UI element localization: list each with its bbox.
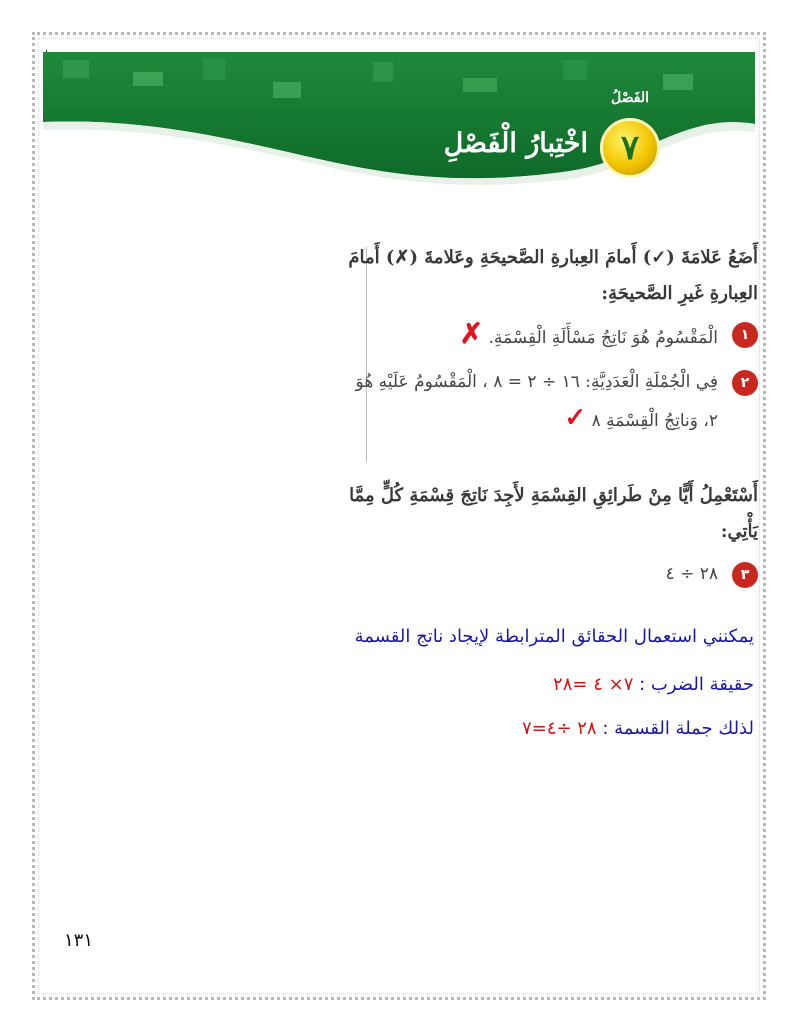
section2-instruction: أَسْتَعْمِلُ أَيًّا مِنْ طَرائِقِ القِسْمَةِ لأَجِدَ نَاتِجَ قِسْمَةِ كُلٍّ مِمَّا يَأْتِي: — [349, 485, 758, 542]
answer-line-3-value: ٢٨ ÷٤=٧ — [522, 718, 597, 739]
answer-line-2-value: ٧× ٤ =٢٨ — [553, 674, 634, 695]
answer-line-1: يمكنني استعمال الحقائق المترابطة لإيجاد ناتج القسمة — [354, 626, 754, 647]
page-number: ١٣١ — [64, 930, 94, 951]
question-3-text: ٢٨ ÷ ٤ — [665, 564, 718, 584]
question-1-mark: ✗ — [459, 317, 484, 350]
question-3 — [338, 556, 758, 592]
chapter-number-badge — [600, 118, 660, 178]
answer-line-2 — [553, 674, 754, 695]
question-2 — [338, 364, 758, 439]
question-2-mark: ✓ — [564, 403, 587, 433]
chapter-title: اخْتِبارُ الْفَصْلِ — [443, 128, 588, 159]
section1-instruction: أَضَعُ عَلامَةَ (✓) أَمامَ العِبارةِ الصَّحيحَةِ وعَلامةَ (✗) أَمامَ العِبارةِ غَيرِ الصَّحيحَةِ: — [348, 247, 758, 304]
answer-line-3-label: لذلك جملة القسمة : — [602, 718, 754, 739]
answer-line-3 — [522, 718, 754, 739]
question-2-number: ٢ — [732, 370, 758, 396]
question-1 — [338, 316, 758, 356]
answer-line-2-label: حقيقة الضرب : — [639, 674, 754, 695]
question-2-text: فِي الْجُمْلَةِ الْعَدَدِيَّةِ: ١٦ ÷ ٢ = ٨ ، الْمَقْسُومُ عَلَيْهِ هُوَ ٢، وَناتِجُ الْقِسْمَةِ ٨ — [355, 372, 718, 431]
question-1-text: الْمَقْسُومُ هُوَ نَاتِجُ مَسْأَلَةِ الْقِسْمَةِ. — [488, 328, 718, 348]
section-division — [338, 478, 758, 592]
question-3-number: ٣ — [732, 562, 758, 588]
chapter-number: ٧ — [620, 128, 640, 168]
chapter-label: الفَصْلُ — [611, 90, 649, 106]
section-true-false — [338, 240, 758, 439]
question-1-number: ١ — [732, 322, 758, 348]
